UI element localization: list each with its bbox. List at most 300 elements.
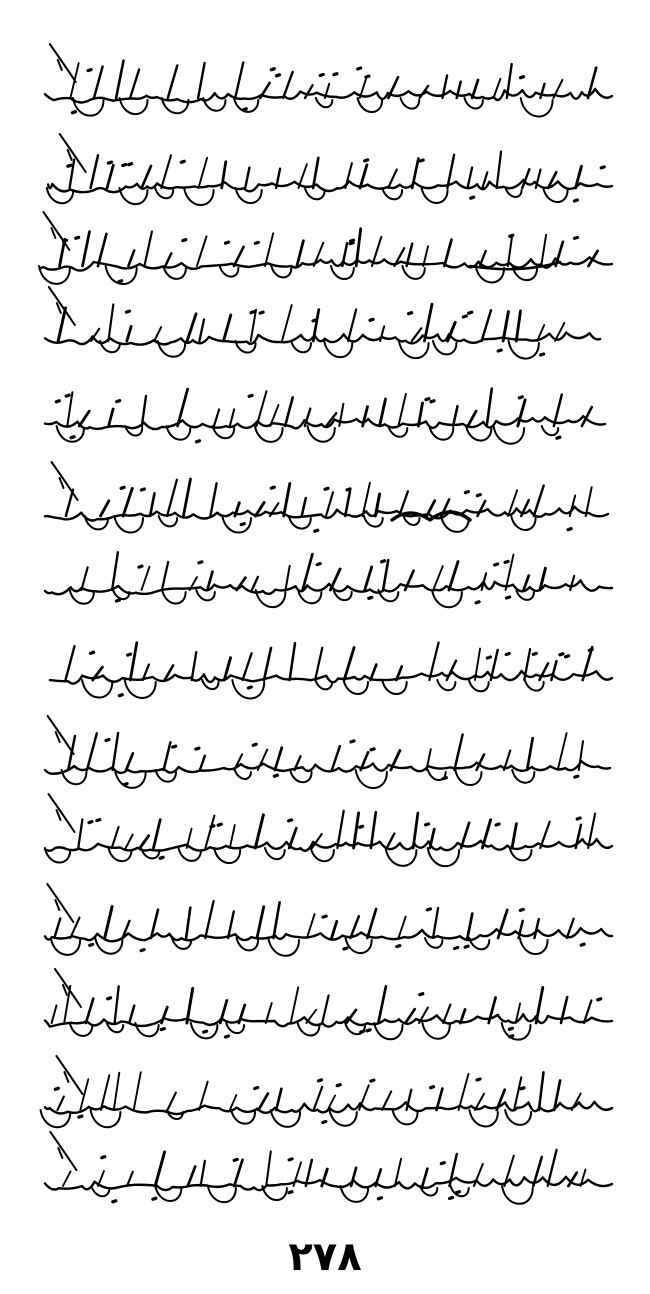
script-ascender [183, 479, 190, 516]
script-dot [91, 652, 94, 653]
script-ascender [66, 646, 75, 680]
script-ascender [489, 998, 496, 1024]
script-ascender [154, 327, 161, 341]
script-dot [533, 653, 536, 654]
script-ascender [187, 829, 192, 848]
script-dot [378, 1198, 381, 1199]
script-ascender [482, 310, 491, 341]
script-dot [183, 240, 186, 241]
script-ascender [330, 569, 340, 590]
script-ascender [570, 576, 574, 590]
script-dot [557, 437, 560, 438]
script-ascender [534, 486, 544, 517]
script-descender [324, 341, 352, 357]
script-ascender [258, 750, 268, 771]
script-dot [274, 775, 277, 776]
script-ascender [472, 80, 478, 98]
script-ascender [98, 234, 106, 266]
script-ascender [199, 158, 208, 188]
script-dot [113, 1201, 116, 1202]
script-ascender [453, 406, 457, 426]
script-ascender [101, 501, 109, 516]
script-ascender [447, 661, 456, 680]
script-ascender [302, 498, 306, 516]
script-ascender [307, 914, 315, 938]
script-ascender [127, 326, 131, 341]
script-ascender [541, 235, 546, 266]
script-ascender [54, 919, 60, 939]
script-ascender [450, 1154, 457, 1186]
script-ascender [266, 1151, 271, 1186]
script-descender [120, 98, 148, 114]
script-descender [422, 1023, 449, 1039]
script-dot [496, 824, 499, 825]
script-descender [82, 680, 112, 698]
script-dot [420, 994, 423, 995]
script-ascender [314, 1087, 323, 1110]
script-ascender [422, 1169, 427, 1186]
script-ascender [274, 902, 280, 938]
script-descender [255, 426, 283, 442]
script-dot [465, 492, 468, 493]
script-descender [51, 938, 80, 955]
script-ascender [168, 1093, 176, 1110]
script-descender [510, 848, 532, 860]
script-ascender [130, 70, 139, 99]
script-descender [91, 1110, 121, 1127]
script-descender [542, 426, 559, 435]
script-ascender [326, 492, 333, 516]
script-ascender [205, 816, 214, 848]
script-ascender [66, 490, 73, 516]
script-ascender [516, 311, 520, 341]
script-ascender [332, 921, 337, 938]
script-ascender [79, 411, 89, 426]
script-dot [68, 165, 71, 166]
script-ascender [164, 742, 171, 770]
script-descender [520, 938, 548, 954]
script-dot [289, 1192, 292, 1193]
script-dot [153, 1198, 156, 1199]
script-dot [575, 776, 578, 777]
script-descender [114, 516, 143, 533]
script-ascender [108, 305, 113, 342]
script-ascender [337, 811, 343, 848]
script-ascender [433, 908, 438, 938]
script-dot [181, 161, 184, 162]
script-descender [425, 938, 442, 948]
script-dot [197, 441, 200, 442]
script-ascender [78, 819, 82, 848]
script-ascender [378, 986, 386, 1023]
script-ascender [58, 1096, 64, 1110]
script-dot [498, 350, 501, 351]
script-ascender [497, 152, 502, 189]
script-dot [119, 281, 122, 282]
script-descender [393, 1110, 418, 1124]
script-descender [465, 98, 483, 108]
script-dot [358, 68, 361, 69]
script-dot [218, 824, 221, 825]
script-dot [367, 1030, 370, 1031]
script-descender [469, 1110, 498, 1126]
script-ascender [80, 1079, 88, 1110]
script-margin [43, 212, 69, 250]
script-dot [241, 524, 244, 525]
script-margin [50, 44, 76, 82]
script-ascender [162, 562, 168, 590]
script-dot [568, 529, 571, 530]
script-ascender [259, 1094, 268, 1110]
script-dot [469, 312, 472, 313]
script-margin [47, 884, 73, 922]
script-dot [79, 1116, 82, 1117]
script-descender [291, 341, 311, 352]
script-dot [139, 566, 142, 567]
script-ascender [512, 824, 516, 848]
script-ascender [83, 232, 90, 266]
script-dot [71, 437, 74, 438]
script-dot [255, 242, 258, 243]
script-ascender [449, 562, 458, 590]
script-dot [56, 401, 59, 402]
script-ascender [468, 168, 473, 189]
script-ascender [558, 733, 567, 770]
script-dot [255, 1088, 258, 1089]
script-ascender [264, 648, 271, 680]
script-dot [371, 749, 374, 750]
script-dot [450, 1198, 453, 1199]
script-ascender [468, 411, 476, 426]
script-descender [494, 426, 525, 444]
script-dot [426, 399, 429, 400]
script-dot [495, 564, 498, 565]
script-ascender [101, 1075, 110, 1110]
script-ascender [285, 397, 293, 426]
script-ascender [265, 233, 273, 266]
script-baseline [50, 671, 612, 684]
script-ascender [399, 917, 406, 938]
script-ascender [144, 232, 152, 266]
script-descender [509, 341, 539, 359]
script-dot [66, 395, 69, 396]
script-ascender [427, 501, 435, 516]
script-ascender [142, 567, 150, 590]
script-ascender [363, 407, 368, 426]
script-ascender [365, 567, 372, 590]
script-dot [253, 744, 256, 745]
script-ascender [201, 1161, 205, 1186]
script-ascender [210, 483, 216, 516]
script-dot [323, 916, 326, 917]
script-ascender [276, 1089, 281, 1110]
script-dot [73, 112, 76, 113]
script-descender [432, 590, 462, 607]
script-ascender [165, 253, 171, 266]
script-dot [351, 741, 354, 742]
script-ascender [467, 914, 472, 938]
script-ascender [291, 987, 299, 1023]
script-dot [225, 1036, 228, 1037]
script-dot [334, 74, 337, 75]
script-margin [48, 716, 74, 754]
script-dot [271, 69, 274, 70]
script-ascender [459, 1074, 469, 1110]
script-dot [521, 1088, 524, 1089]
script-dot [581, 944, 584, 945]
script-dot [260, 312, 263, 313]
script-ascender [245, 168, 249, 188]
script-dot [477, 495, 480, 496]
script-dot [365, 160, 368, 161]
script-dot [575, 237, 578, 238]
script-dot [337, 1085, 340, 1086]
script-ascender [251, 310, 256, 341]
script-ascender [123, 488, 132, 516]
script-margin [50, 1132, 76, 1170]
script-descender [422, 188, 448, 203]
script-ascender [243, 653, 252, 680]
script-dot [317, 564, 320, 565]
script-dot [427, 909, 430, 910]
script-dot [370, 319, 373, 320]
script-dot [320, 75, 323, 76]
script-ascender [67, 392, 72, 426]
script-dot [102, 1157, 105, 1158]
script-descender [358, 98, 383, 112]
script-ascender [129, 1006, 134, 1023]
script-dot [455, 948, 458, 949]
script-ascender [332, 746, 340, 770]
script-ascender [86, 999, 93, 1023]
script-ascender [344, 648, 354, 680]
script-dot [251, 312, 254, 313]
script-dot [509, 1028, 512, 1029]
script-ascender [454, 735, 462, 770]
script-ascender [115, 986, 119, 1023]
script-dot [371, 1080, 374, 1081]
script-dot [55, 1088, 58, 1089]
script-dot [541, 354, 544, 355]
script-ascender [387, 834, 395, 848]
script-ascender [536, 987, 543, 1023]
script-dot [520, 909, 523, 910]
script-descender [433, 341, 456, 354]
script-dot [76, 237, 79, 238]
script-dot [211, 826, 214, 827]
script-descender [167, 426, 191, 440]
script-ascender [154, 820, 161, 848]
script-dot [361, 1031, 364, 1032]
script-dot [471, 197, 474, 198]
script-ascender [197, 236, 207, 266]
script-ascender [371, 812, 376, 848]
script-ascender [63, 1171, 71, 1186]
script-dot [465, 946, 468, 947]
script-dot [160, 857, 163, 858]
script-dot [431, 1087, 434, 1088]
script-dot [521, 77, 524, 78]
script-descender [262, 1186, 287, 1200]
script-descender [505, 1110, 531, 1125]
script-ascender [94, 67, 103, 99]
script-ascender [230, 409, 234, 426]
script-ascender [188, 1167, 195, 1187]
script-dot [577, 818, 580, 819]
script-margin [52, 462, 78, 500]
script-ascender [284, 484, 290, 516]
script-dot [173, 746, 176, 747]
script-ascender [205, 901, 213, 938]
script-dot [441, 1163, 444, 1164]
script-dot [409, 313, 412, 314]
script-descender [271, 266, 291, 277]
script-ascender [286, 566, 290, 590]
script-ascender [328, 1096, 336, 1111]
script-descender [159, 516, 177, 526]
script-ascender [128, 250, 134, 266]
script-descender [57, 426, 84, 442]
script-dot [431, 401, 434, 402]
script-dot [108, 162, 111, 163]
script-dot [325, 488, 328, 489]
script-descender [502, 1023, 531, 1040]
script-ascender [257, 907, 264, 938]
script-ascender [107, 165, 113, 188]
script-ascender [252, 577, 258, 590]
script-ascender [126, 835, 133, 848]
script-ascender [298, 164, 307, 188]
script-descender [125, 680, 156, 698]
script-descender [311, 848, 334, 861]
script-ascender [290, 643, 295, 680]
script-dot [601, 167, 604, 168]
script-dot [97, 820, 100, 821]
script-ascender [305, 85, 313, 98]
script-ascender [371, 665, 377, 681]
script-ascender [98, 1171, 104, 1186]
script-ascender [155, 1152, 164, 1186]
script-ascender [91, 155, 98, 188]
script-ascender [112, 827, 119, 848]
script-dot [106, 740, 109, 741]
script-ascender [109, 409, 114, 426]
script-dot [487, 657, 490, 658]
script-dot [161, 1029, 164, 1030]
script-dot [289, 820, 292, 821]
script-ascender [548, 1150, 557, 1186]
script-ascender [192, 652, 197, 680]
script-descender [268, 938, 299, 956]
script-dot [117, 401, 120, 402]
script-ascender [114, 1073, 120, 1110]
script-dot [574, 200, 577, 201]
script-ascender [230, 825, 235, 848]
script-ascender [112, 552, 118, 590]
script-descender [120, 188, 148, 204]
script-ascender [413, 813, 418, 848]
script-dot [420, 160, 423, 161]
script-ascender [507, 64, 512, 98]
script-ascender [134, 1072, 141, 1110]
script-descender [344, 680, 368, 694]
script-ascender [168, 66, 178, 99]
script-ascender [167, 480, 177, 516]
script-ascender [480, 251, 486, 266]
script-ascender [460, 1009, 465, 1023]
script-dot [510, 1036, 513, 1037]
script-ascender [282, 305, 292, 341]
script-ascender [508, 237, 512, 266]
script-dot [243, 109, 246, 110]
script-margin [49, 794, 75, 832]
script-baseline [48, 180, 612, 192]
script-dot [344, 948, 347, 949]
script-descender [222, 516, 251, 533]
script-ascender [87, 733, 97, 770]
script-ascender [382, 1091, 391, 1110]
script-ascender [503, 312, 508, 341]
script-ascender [289, 828, 296, 848]
script-dot [319, 1080, 322, 1081]
script-ascender [367, 909, 376, 938]
script-ascender [383, 560, 388, 590]
script-descender [543, 188, 567, 202]
script-ascender [235, 62, 243, 98]
script-ascender [487, 389, 492, 426]
script-descender [196, 590, 215, 600]
script-descender [386, 848, 417, 866]
script-dot [347, 489, 350, 490]
script-ascender [234, 1160, 242, 1186]
script-dot [369, 597, 372, 598]
script-dot [226, 242, 229, 243]
script-dot [589, 649, 592, 650]
script-dot [199, 562, 202, 563]
script-ascender [306, 1010, 316, 1023]
script-descender [70, 1023, 93, 1036]
script-dot [129, 164, 132, 165]
script-ascender [214, 409, 219, 426]
script-descender [402, 266, 424, 279]
script-dot [128, 654, 131, 655]
script-ascender [142, 166, 151, 188]
script-ascender [313, 158, 318, 188]
script-ascender [199, 320, 204, 342]
script-dot [90, 944, 93, 945]
script-ascender [315, 648, 322, 680]
script-dot [350, 243, 353, 244]
script-ascender [58, 308, 65, 341]
script-ascender [345, 491, 350, 516]
script-descender [469, 680, 489, 691]
script-dot [249, 395, 252, 396]
script-descender [525, 680, 544, 691]
page-number: ٢٧٨ [288, 1234, 362, 1280]
script-ascender [348, 309, 356, 341]
script-dot [519, 397, 522, 398]
script-ascender [586, 487, 592, 516]
script-ascender [322, 996, 328, 1024]
script-ascender [539, 663, 548, 680]
script-dot [456, 1192, 459, 1193]
script-ascender [142, 396, 146, 426]
script-dot [426, 824, 429, 825]
script-dot [566, 656, 569, 657]
script-ascender [162, 1007, 168, 1023]
script-ascender [482, 820, 490, 848]
script-dot [598, 999, 601, 1000]
